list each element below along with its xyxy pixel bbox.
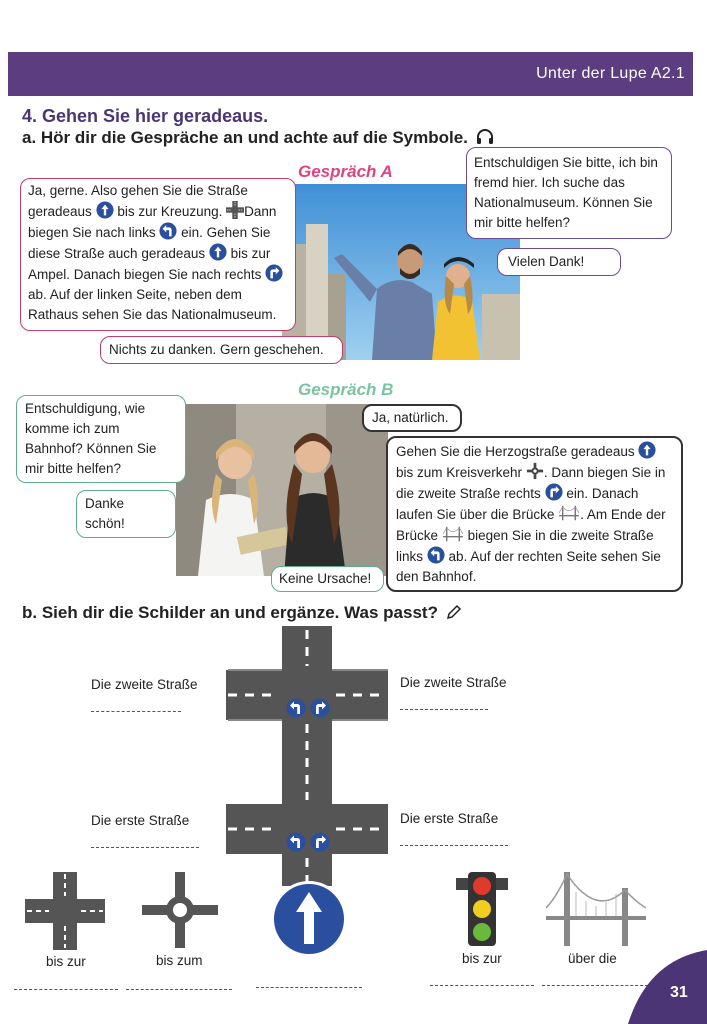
conversation-b-label: Gespräch B: [298, 380, 394, 399]
text-a-5: bis zur Ampel. Danach biegen Sie nach rechts: [28, 246, 271, 282]
turn-right-icon: [545, 483, 563, 501]
headphones-icon: [476, 129, 494, 145]
text-b-2: bis zum Kreisverkehr: [396, 465, 523, 480]
answer-line[interactable]: [14, 989, 118, 990]
sign-caption-bridge: über die: [568, 951, 617, 966]
bubble-b-request-text: Entschuldigung, wie komme ich zum Bahnhof? Können Sie mir bitte helfen?: [25, 401, 157, 476]
turn-left-icon: [427, 546, 445, 564]
bubble-b-yes: [362, 404, 462, 432]
answer-line[interactable]: [126, 989, 232, 990]
answer-line[interactable]: [400, 845, 508, 846]
text-b-7: ab. Auf der rechten Seite sehen Sie den Bahnhof.: [396, 549, 661, 584]
page-corner: [628, 950, 707, 1024]
task-a-instruction: [22, 128, 494, 148]
straight-ahead-sign-icon: [270, 880, 348, 958]
text-a-2: bis zur Kreuzung.: [117, 204, 223, 219]
sign-caption-roundabout: bis zum: [156, 953, 203, 968]
bubble-a-reply: [100, 336, 343, 364]
straight-arrow-icon: [638, 441, 656, 459]
conversation-a-label: Gespräch A: [298, 162, 393, 181]
text-b-5: . Am Ende der Brücke: [396, 507, 666, 543]
task-a-text: a. Hör dir die Gespräche an und achte auf die Symbole.: [22, 128, 468, 147]
roundabout-sign-icon: [142, 872, 218, 948]
answer-line[interactable]: [91, 847, 199, 848]
straight-arrow-icon: [209, 243, 227, 261]
bubble-b-reply-text: Keine Ursache!: [279, 571, 372, 586]
bubble-b-directions: [386, 436, 683, 592]
photo-conversation-b: [176, 404, 388, 576]
bubble-a-request: [466, 147, 672, 239]
roundabout-icon: [526, 462, 544, 480]
text-b-1: Gehen Sie die Herzogstraße geradeaus: [396, 444, 635, 459]
bubble-a-reply-text: Nichts zu danken. Gern geschehen.: [109, 342, 324, 357]
label-second-street-right: Die zweite Straße: [400, 675, 507, 690]
bridge-icon: [442, 525, 464, 543]
straight-arrow-icon: [96, 201, 114, 219]
bubble-b-thanks: [76, 490, 176, 538]
bridge-icon: [558, 504, 580, 522]
sign-caption-traffic-light: bis zur: [462, 951, 502, 966]
bubble-a-directions: [20, 178, 296, 331]
label-first-street-left: Die erste Straße: [91, 813, 190, 828]
label-second-street-left: Die zweite Straße: [91, 677, 198, 692]
text-a-4: ein. Gehen Sie diese Straße auch geradeaus: [28, 225, 271, 261]
answer-line[interactable]: [430, 985, 534, 986]
answer-line[interactable]: [256, 987, 362, 988]
sign-caption-crossroads: bis zur: [46, 954, 86, 969]
label-first-street-right: Die erste Straße: [400, 811, 499, 826]
book-title: Unter der Lupe A2.1: [536, 65, 685, 82]
answer-line[interactable]: [400, 709, 488, 710]
page-number: 31: [670, 984, 688, 1001]
bridge-sign-icon: [546, 868, 646, 948]
text-b-4: ein. Danach laufen Sie über die Brücke: [396, 486, 639, 522]
text-b-6: biegen Sie in die zweite Straße links: [396, 528, 654, 564]
text-b-3: . Dann biegen Sie in die zweite Straße rechts: [396, 465, 666, 501]
text-a-3: Dann biegen Sie nach links: [28, 204, 277, 240]
crossroads-icon: [226, 201, 244, 219]
pencil-icon: [446, 604, 462, 620]
traffic-light-icon: [454, 870, 510, 948]
bubble-b-yes-text: Ja, natürlich.: [372, 410, 449, 425]
bubble-b-request: [16, 395, 186, 483]
answer-line[interactable]: [91, 711, 181, 712]
road-map: [222, 626, 392, 886]
bubble-a-thanks: [497, 248, 621, 276]
bubble-a-thanks-text: Vielen Dank!: [508, 254, 585, 269]
bubble-b-thanks-text: Danke schön!: [85, 496, 125, 531]
crossroads-sign-icon: [25, 872, 105, 950]
bubble-a-request-text: Entschuldigen Sie bitte, ich bin fremd hier. Ich suche das Nationalmuseum. Können Sie mir bitte helfen?: [474, 155, 658, 230]
turn-right-icon: [265, 264, 283, 282]
text-a-6: ab. Auf der linken Seite, neben dem Rathaus sehen Sie das Nationalmuseum.: [28, 287, 277, 322]
task-b-text: b. Sieh dir die Schilder an und ergänze. Was passt?: [22, 603, 438, 622]
turn-left-icon: [159, 222, 177, 240]
bubble-b-reply: [271, 566, 384, 592]
text-a-1: Ja, gerne. Also gehen Sie die Straße geradeaus: [28, 183, 248, 219]
exercise-title: 4. Gehen Sie hier geradeaus.: [22, 106, 269, 126]
task-b-instruction: [22, 603, 462, 623]
